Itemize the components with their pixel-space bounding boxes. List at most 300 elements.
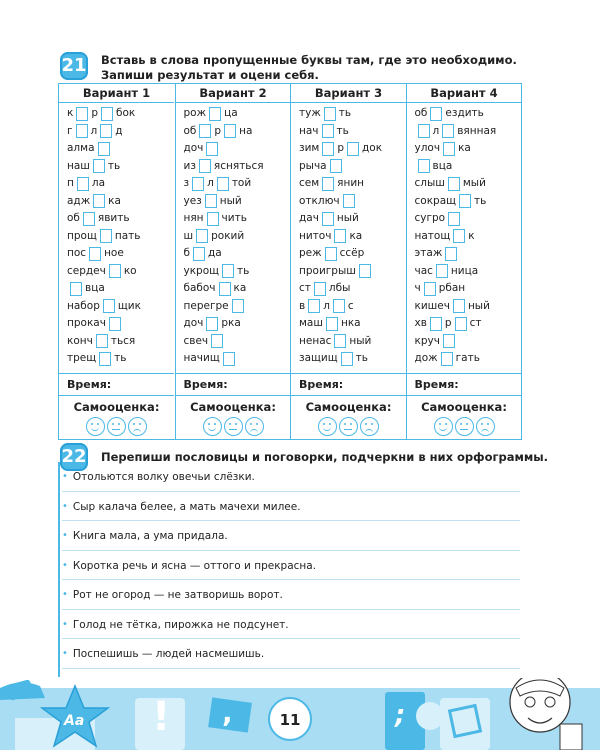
time-input-line[interactable] — [463, 381, 515, 396]
word-fragment: ное — [104, 247, 124, 259]
word-row — [67, 123, 174, 141]
word-fragment: да — [207, 247, 222, 259]
word-fragment: вца — [85, 282, 105, 294]
letter-box[interactable] — [93, 194, 105, 208]
word-fragment: алма — [67, 142, 95, 154]
time-input-line[interactable] — [232, 381, 284, 396]
sad-face-icon[interactable] — [128, 417, 147, 436]
word-row — [415, 280, 522, 298]
word-fragment: конч — [67, 334, 93, 347]
word-fragment: д — [115, 124, 123, 137]
word-fragment: ненас — [299, 334, 332, 347]
word-fragment: ездить — [445, 107, 484, 119]
word-row — [299, 158, 406, 176]
word-fragment: прокач — [67, 317, 106, 329]
letter-box[interactable] — [442, 124, 454, 138]
word-fragment: пос — [67, 247, 87, 259]
proverb-line — [62, 639, 520, 669]
proverb-text: Коротка речь и ясна — оттого и прекрасна. — [72, 559, 317, 572]
letter-box[interactable] — [308, 299, 320, 313]
letter-box[interactable] — [325, 247, 337, 261]
proverb-text: Голод не тётка, пирожка не подсунет. — [72, 618, 289, 631]
word-row — [415, 333, 522, 351]
letter-box[interactable] — [232, 299, 244, 313]
letter-box[interactable] — [445, 247, 457, 261]
word-fragment: доч — [183, 317, 204, 329]
word-fragment: рка — [221, 317, 241, 329]
word-fragment: гать — [455, 352, 480, 364]
letter-box[interactable] — [223, 352, 235, 366]
letter-box[interactable] — [207, 212, 219, 226]
word-row — [299, 280, 406, 298]
footer-exclamation: ! — [152, 694, 171, 740]
word-fragment: к — [67, 107, 74, 119]
letter-box[interactable] — [211, 334, 223, 348]
word-fragment: улоч — [414, 142, 441, 154]
word-fragment: зим — [299, 142, 320, 154]
word-fragment: дож — [414, 352, 438, 364]
letter-box[interactable] — [322, 177, 334, 191]
word-row — [184, 228, 291, 246]
proverb-text: Сыр калача белее, а мать мачехи милее. — [72, 500, 301, 513]
word-fragment: ть — [338, 107, 352, 119]
word-row — [184, 350, 291, 368]
word-row — [415, 315, 522, 333]
word-fragment: проигрыш — [299, 264, 356, 277]
letter-box[interactable] — [314, 282, 326, 296]
word-fragment: ясняться — [213, 159, 264, 172]
word-fragment: ка — [458, 142, 471, 154]
letter-box[interactable] — [224, 124, 236, 138]
letter-box[interactable] — [430, 317, 442, 331]
word-fragment: прощ — [67, 229, 97, 242]
footer-comma: , — [222, 696, 233, 729]
word-fragment: свеч — [183, 334, 209, 347]
word-row — [67, 105, 174, 123]
word-fragment: р — [444, 317, 452, 329]
word-row — [184, 158, 291, 176]
word-fragment: сокращ — [414, 194, 457, 207]
word-fragment: сердеч — [67, 264, 106, 277]
letter-box[interactable] — [459, 194, 471, 208]
word-fragment: мый — [462, 177, 486, 189]
word-fragment: слыш — [414, 177, 445, 189]
variant-header: Вариант 1 — [59, 84, 174, 103]
word-fragment: доч — [183, 142, 204, 154]
word-fragment: л — [323, 299, 330, 312]
word-fragment: уез — [183, 194, 202, 207]
bullet-icon: • — [62, 618, 68, 630]
word-row — [299, 193, 406, 211]
variant-header: Вариант 2 — [176, 84, 291, 103]
word-fragment: ть — [107, 159, 121, 172]
word-row — [415, 193, 522, 211]
letter-box[interactable] — [77, 177, 89, 191]
letter-box[interactable] — [333, 299, 345, 313]
word-fragment: ка — [233, 282, 247, 294]
word-fragment: пать — [114, 229, 141, 242]
page-number: 11 — [268, 697, 312, 741]
word-fragment: ч — [414, 282, 421, 294]
time-input-line[interactable] — [115, 381, 167, 396]
word-fragment: начищ — [183, 352, 220, 364]
word-row — [415, 210, 522, 228]
letter-box[interactable] — [199, 124, 211, 138]
proverb-text: Поспешишь — людей насмешишь. — [72, 648, 265, 660]
letter-box[interactable] — [424, 282, 436, 296]
task-22-number: 22 — [60, 443, 88, 471]
word-row — [415, 245, 522, 263]
word-fragment: р — [91, 107, 99, 119]
word-fragment: вянная — [457, 124, 497, 137]
word-row — [415, 140, 522, 158]
bullet-icon: • — [62, 559, 68, 571]
word-fragment: ться — [110, 334, 136, 347]
word-fragment: об — [183, 124, 197, 137]
word-row — [184, 280, 291, 298]
neutral-face-icon[interactable] — [339, 417, 358, 436]
word-fragment: нка — [340, 317, 361, 329]
word-fragment: г — [67, 124, 73, 137]
letter-box[interactable] — [101, 107, 113, 121]
word-fragment: рбан — [438, 282, 466, 294]
neutral-face-icon[interactable] — [455, 417, 474, 436]
proverb-line — [62, 610, 520, 640]
bullet-icon: • — [62, 471, 68, 482]
self-evaluation — [291, 395, 406, 440]
word-fragment: рож — [183, 107, 207, 119]
time-label: Время: — [183, 378, 228, 391]
letter-box[interactable] — [326, 317, 338, 331]
word-fragment: б — [183, 247, 190, 259]
letter-box[interactable] — [70, 282, 82, 296]
word-fragment: об — [67, 212, 80, 224]
sad-face-icon[interactable] — [476, 417, 495, 436]
word-row — [67, 210, 174, 228]
word-row — [299, 315, 406, 333]
proverb-line — [62, 551, 520, 581]
task-22-margin-line — [58, 462, 60, 677]
letter-box[interactable] — [109, 317, 121, 331]
letter-box[interactable] — [109, 264, 121, 278]
proverb-text: Книга мала, а ума придала. — [72, 530, 228, 542]
time-field — [59, 373, 174, 395]
word-row — [415, 298, 522, 316]
proverb-line — [62, 580, 520, 610]
task-21-instruction-line1: Вставь в слова пропущенные буквы там, где это необходимо. — [101, 53, 517, 67]
word-fragment: чить — [221, 212, 247, 224]
letter-box[interactable] — [93, 159, 105, 173]
word-fragment: сугро — [414, 212, 446, 224]
word-fragment: ла — [91, 177, 106, 189]
word-row — [184, 193, 291, 211]
letter-box[interactable] — [76, 107, 88, 121]
self-evaluation-label: Самооценка: — [305, 400, 392, 414]
word-row — [299, 105, 406, 123]
letter-box[interactable] — [217, 177, 229, 191]
word-fragment: ка — [349, 229, 363, 242]
task-21-number: 21 — [60, 52, 88, 80]
letter-box[interactable] — [103, 299, 115, 313]
word-row — [184, 263, 291, 281]
variants-table — [58, 83, 522, 440]
word-row — [184, 105, 291, 123]
time-label: Время: — [414, 378, 459, 391]
word-fragment: ст — [299, 282, 311, 294]
footer-aa-label: Aa — [64, 713, 85, 729]
self-evaluation — [59, 395, 174, 440]
word-fragment: л — [432, 124, 440, 137]
word-row — [415, 350, 522, 368]
word-fragment: туж — [299, 107, 321, 119]
word-row — [299, 245, 406, 263]
word-fragment: ко — [123, 264, 137, 277]
word-row — [184, 123, 291, 141]
word-row — [299, 333, 406, 351]
letter-box[interactable] — [443, 334, 455, 348]
self-evaluation-label: Самооценка: — [190, 400, 276, 414]
letter-box[interactable] — [206, 317, 218, 331]
word-fragment: з — [183, 177, 190, 189]
word-fragment: об — [414, 107, 428, 119]
happy-face-icon[interactable] — [434, 417, 453, 436]
variant-column-4 — [406, 84, 522, 439]
word-row — [415, 263, 522, 281]
letter-box[interactable] — [453, 229, 465, 243]
word-row — [299, 298, 406, 316]
proverb-text: Рот не огород — не затворишь ворот. — [72, 589, 283, 601]
proverb-text: Отольются волку овечьи слёзки. — [72, 471, 255, 483]
word-row — [184, 333, 291, 351]
word-fragment: к — [468, 229, 475, 242]
word-row — [415, 228, 522, 246]
word-row — [67, 245, 174, 263]
letter-box[interactable] — [322, 142, 334, 156]
self-evaluation-label: Самооценка: — [421, 400, 507, 414]
letter-box[interactable] — [193, 247, 205, 261]
word-fragment: ный — [467, 299, 490, 312]
word-fragment: адж — [67, 194, 91, 207]
letter-box[interactable] — [100, 124, 112, 138]
letter-box[interactable] — [209, 107, 221, 121]
word-row — [67, 228, 174, 246]
word-fragment: ть — [237, 264, 250, 277]
word-row — [184, 140, 291, 158]
word-row — [184, 175, 291, 193]
footer-semicolon: ; — [395, 700, 406, 730]
proverb-line — [62, 492, 520, 522]
word-row — [299, 175, 406, 193]
time-field — [176, 373, 291, 395]
word-fragment: бок — [116, 107, 136, 119]
word-fragment: нач — [299, 124, 319, 137]
time-field — [407, 373, 522, 395]
word-row — [415, 105, 522, 123]
word-fragment: ца — [224, 107, 238, 119]
word-row — [67, 193, 174, 211]
letter-box[interactable] — [418, 124, 430, 138]
bullet-icon: • — [62, 648, 68, 659]
time-label: Время: — [299, 378, 344, 391]
word-fragment: круч — [414, 334, 440, 347]
word-row — [67, 298, 174, 316]
sad-face-icon[interactable] — [245, 417, 264, 436]
word-fragment: ка — [108, 194, 121, 207]
task-22-instruction: Перепиши пословицы и поговорки, подчеркни в них орфограммы. — [101, 450, 549, 464]
word-fragment: маш — [299, 317, 323, 329]
happy-face-icon[interactable] — [318, 417, 337, 436]
word-row — [67, 280, 174, 298]
self-evaluation — [176, 395, 291, 440]
variant-column-1 — [59, 84, 174, 439]
word-fragment: натощ — [414, 229, 451, 242]
word-row — [67, 350, 174, 368]
proverb-line — [62, 462, 520, 492]
word-fragment: отключ — [299, 194, 340, 207]
neutral-face-icon[interactable] — [224, 417, 243, 436]
time-field — [291, 373, 406, 395]
word-fragment: бабоч — [183, 282, 216, 294]
letter-box[interactable] — [455, 317, 467, 331]
word-row — [299, 350, 406, 368]
letter-box[interactable] — [436, 264, 448, 278]
word-fragment: нян — [183, 212, 204, 224]
letter-box[interactable] — [448, 177, 460, 191]
letter-box[interactable] — [448, 212, 460, 226]
word-fragment: ный — [336, 212, 359, 224]
word-fragment: той — [231, 177, 252, 189]
word-fragment: п — [67, 177, 74, 189]
word-fragment: ниточ — [299, 229, 332, 242]
letter-box[interactable] — [443, 142, 455, 156]
bullet-icon: • — [62, 500, 68, 512]
word-row — [67, 263, 174, 281]
word-fragment: кишеч — [414, 299, 450, 312]
word-fragment: набор — [67, 299, 100, 312]
word-fragment: перегре — [183, 299, 229, 312]
happy-face-icon[interactable] — [86, 417, 105, 436]
word-fragment: ть — [114, 352, 127, 364]
letter-box[interactable] — [196, 229, 208, 243]
word-fragment: ный — [349, 334, 372, 347]
letter-box[interactable] — [96, 334, 108, 348]
letter-box[interactable] — [441, 352, 453, 366]
word-fragment: ть — [474, 194, 487, 207]
word-fragment: сем — [299, 177, 320, 189]
letter-box[interactable] — [453, 299, 465, 313]
word-fragment: р — [337, 142, 345, 154]
letter-box[interactable] — [334, 229, 346, 243]
time-input-line[interactable] — [347, 381, 399, 396]
word-row — [299, 140, 406, 158]
word-fragment: на — [239, 124, 253, 137]
letter-box[interactable] — [324, 107, 336, 121]
word-fragment: с — [347, 299, 354, 312]
word-fragment: этаж — [414, 247, 443, 259]
word-fragment: р — [214, 124, 222, 137]
variant-column-2 — [175, 84, 291, 439]
word-fragment: из — [183, 159, 196, 172]
word-fragment: ш — [183, 229, 194, 242]
letter-box[interactable] — [322, 124, 334, 138]
task-21-instruction-line2: Запиши результат и оцени себя. — [101, 68, 319, 82]
word-fragment: в — [299, 299, 306, 312]
letter-box[interactable] — [418, 159, 430, 173]
letter-box[interactable] — [98, 142, 110, 156]
letter-box[interactable] — [222, 264, 234, 278]
letter-box[interactable] — [206, 142, 218, 156]
word-fragment: л — [90, 124, 98, 137]
word-fragment: хв — [414, 317, 427, 329]
word-row — [184, 315, 291, 333]
word-row — [299, 210, 406, 228]
word-fragment: щик — [117, 299, 141, 312]
word-row — [299, 123, 406, 141]
letter-box[interactable] — [347, 142, 359, 156]
word-row — [415, 175, 522, 193]
letter-box[interactable] — [99, 352, 111, 366]
word-row — [184, 245, 291, 263]
sad-face-icon[interactable] — [360, 417, 379, 436]
word-row — [67, 158, 174, 176]
letter-box[interactable] — [359, 264, 371, 278]
letter-box[interactable] — [192, 177, 204, 191]
letter-box[interactable] — [199, 159, 211, 173]
neutral-face-icon[interactable] — [107, 417, 126, 436]
letter-box[interactable] — [343, 194, 355, 208]
letter-box[interactable] — [330, 159, 342, 173]
word-row — [67, 175, 174, 193]
self-evaluation — [407, 395, 522, 440]
word-fragment: дач — [299, 212, 319, 224]
letter-box[interactable] — [219, 282, 231, 296]
word-row — [415, 158, 522, 176]
word-row — [184, 298, 291, 316]
word-fragment: ть — [336, 124, 349, 137]
word-row — [415, 123, 522, 141]
word-fragment: вца — [432, 159, 453, 172]
proverbs-list — [62, 462, 520, 669]
letter-box[interactable] — [341, 352, 353, 366]
letter-box[interactable] — [89, 247, 101, 261]
time-label: Время: — [67, 378, 112, 391]
word-row — [299, 263, 406, 281]
letter-box[interactable] — [205, 194, 217, 208]
word-fragment: л — [207, 177, 214, 189]
letter-box[interactable] — [430, 107, 442, 121]
letter-box[interactable] — [100, 229, 112, 243]
letter-box[interactable] — [83, 212, 95, 226]
word-fragment: лбы — [328, 282, 351, 294]
variant-header: Вариант 3 — [291, 84, 406, 103]
word-fragment: реж — [299, 247, 322, 259]
bullet-icon: • — [62, 589, 68, 600]
letter-box[interactable] — [76, 124, 88, 138]
letter-box[interactable] — [334, 334, 346, 348]
happy-face-icon[interactable] — [203, 417, 222, 436]
word-fragment: наш — [67, 159, 90, 172]
variant-header: Вариант 4 — [407, 84, 522, 103]
word-fragment: рокий — [211, 229, 245, 242]
word-row — [184, 210, 291, 228]
word-fragment: рыча — [299, 159, 327, 172]
word-fragment: ный — [219, 194, 242, 207]
word-fragment: янин — [337, 177, 365, 189]
word-fragment: ть — [355, 352, 368, 364]
word-row — [299, 228, 406, 246]
word-fragment: ница — [450, 264, 479, 277]
letter-box[interactable] — [322, 212, 334, 226]
